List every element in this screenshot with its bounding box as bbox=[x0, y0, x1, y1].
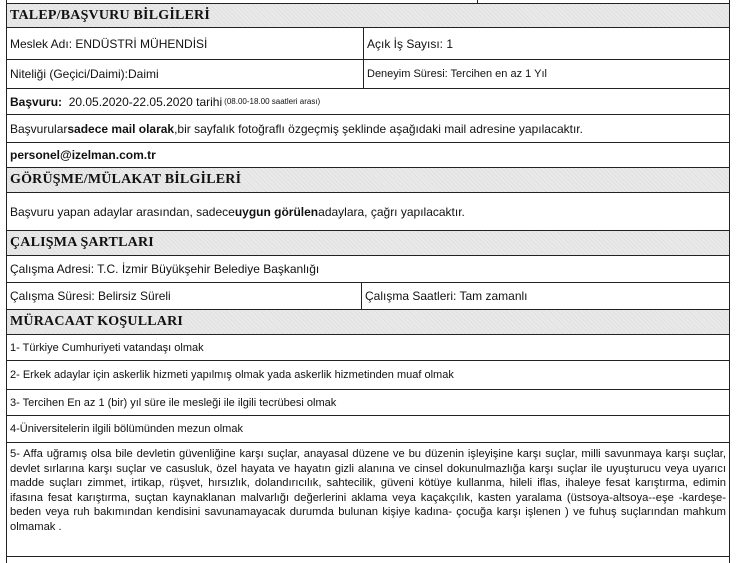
gorusme-post: adaylara, çağrı yapılacaktır. bbox=[318, 204, 465, 219]
acik-is-cell bbox=[363, 28, 729, 59]
muracaat-item-5-text: 5- Affa uğramış olsa bile devletin güvenliğine karşı suçlar, anayasal düzene ve bu düzenin işleyişine karşı suçlar, milli savunmaya karşı suçlar, devlet sırlarına karşı suçlar ve casusluk, özel hayata ve hayatın gizli alanına ve cinsel dokunulmazlığa karşı suçlar ile uyuşturucu veya uyarıcı madde suçları zimmet, irtikap, rüşvet, hırsızlık, dolandırıcılık, sahtecilik, güveni kötüye kullanma, hileli iflas, ihaleye fesat karıştırma, edimin ifasına fesat karıştırma, suçtan kaynaklanan malvarlığı değerlerini aklama veya kaçakçılık, kasten yaralama (üstsoya-altsoya--eşe -kardeşe-beden veya ruh bakımından kendisini savunamayacak durumda bulunan kişiye kadına- çocuğa karşı işlenen ) ve fuhuş suçlarından mahkum olmamak . bbox=[10, 448, 726, 533]
muracaat-item-3 bbox=[7, 390, 729, 416]
section-title-talep: TALEP/BAŞVURU BİLGİLERİ bbox=[10, 7, 210, 23]
basvuru-dates: 20.05.2020-22.05.2020 tarihi bbox=[68, 94, 223, 109]
acik-is-text: Açık İş Sayısı: 1 bbox=[367, 36, 454, 51]
calisma-adres-row bbox=[7, 256, 729, 283]
meslek-cell bbox=[7, 28, 363, 59]
section-header-calisma bbox=[7, 231, 729, 256]
mail-bold: sadece mail olarak bbox=[67, 121, 175, 136]
deneyim-cell bbox=[363, 60, 729, 88]
section-title-gorusme: GÖRÜŞME/MÜLAKAT BİLGİLERİ bbox=[10, 172, 242, 187]
meslek-row bbox=[7, 28, 729, 60]
muracaat-item-4-text: 4-Üniversitelerin ilgili bölümünden mezun olmak bbox=[10, 423, 243, 435]
basvuru-row bbox=[7, 89, 729, 115]
meslek-text: Meslek Adı: ENDÜSTRİ MÜHENDİSİ bbox=[10, 36, 208, 51]
calisma-saatler-text: Çalışma Saatleri: Tam zamanlı bbox=[365, 289, 528, 303]
calisma-adres-text: Çalışma Adresi: T.C. İzmir Büyükşehir Belediye Başkanlığı bbox=[10, 262, 320, 276]
email-row bbox=[7, 143, 729, 168]
muracaat-item-4 bbox=[7, 416, 729, 443]
muracaat-item-1-text: 1- Türkiye Cumhuriyeti vatandaşı olmak bbox=[10, 341, 204, 354]
gorusme-pre: Başvuru yapan adaylar arasından, sadece bbox=[10, 204, 235, 219]
calisma-sure-cell bbox=[7, 283, 361, 309]
mail-post: ,bir sayfalık fotoğraflı özgeçmiş şeklinde aşağıdaki mail adresine yapılacaktır. bbox=[174, 121, 583, 136]
muracaat-item-1 bbox=[7, 335, 729, 361]
application-form bbox=[6, 0, 730, 563]
gorusme-bold: uygun görülen bbox=[234, 204, 319, 219]
muracaat-item-5 bbox=[7, 443, 729, 557]
calisma-sure-text: Çalışma Süresi: Belirsiz Süreli bbox=[10, 289, 171, 303]
section-title-muracaat: MÜRACAAT KOŞULLARI bbox=[10, 314, 184, 329]
nitelik-cell bbox=[7, 60, 363, 88]
section-header-muracaat bbox=[7, 310, 729, 335]
basvuru-hours: (08.00-18.00 saatleri arası) bbox=[224, 97, 321, 106]
muracaat-item-2 bbox=[7, 361, 729, 390]
muracaat-item-3-text: 3- Tercihen En az 1 (bir) yıl süre ile mesleği ile ilgili tecrübesi olmak bbox=[10, 396, 337, 409]
basvuru-label: Başvuru: bbox=[10, 94, 63, 109]
mail-instruction-row bbox=[7, 115, 729, 143]
nitelik-text: Niteliği (Geçici/Daimi):Daimi bbox=[10, 67, 159, 81]
email-address[interactable]: personel@izelman.com.tr bbox=[10, 148, 156, 162]
section-header-gorusme bbox=[7, 168, 729, 193]
deneyim-text: Deneyim Süresi: Tercihen en az 1 Yıl bbox=[367, 68, 547, 80]
calisma-sure-row bbox=[7, 283, 729, 310]
section-header-talep bbox=[7, 4, 729, 28]
nitelik-row bbox=[7, 60, 729, 89]
mail-pre: Başvurular bbox=[10, 121, 68, 136]
gorusme-row bbox=[7, 193, 729, 231]
section-title-calisma: ÇALIŞMA ŞARTLARI bbox=[10, 235, 154, 250]
muracaat-item-2-text: 2- Erkek adaylar için askerlik hizmeti yapılmış olmak yada askerlik hizmetinden muaf olmak bbox=[10, 369, 454, 381]
calisma-saatler-cell bbox=[361, 283, 729, 309]
